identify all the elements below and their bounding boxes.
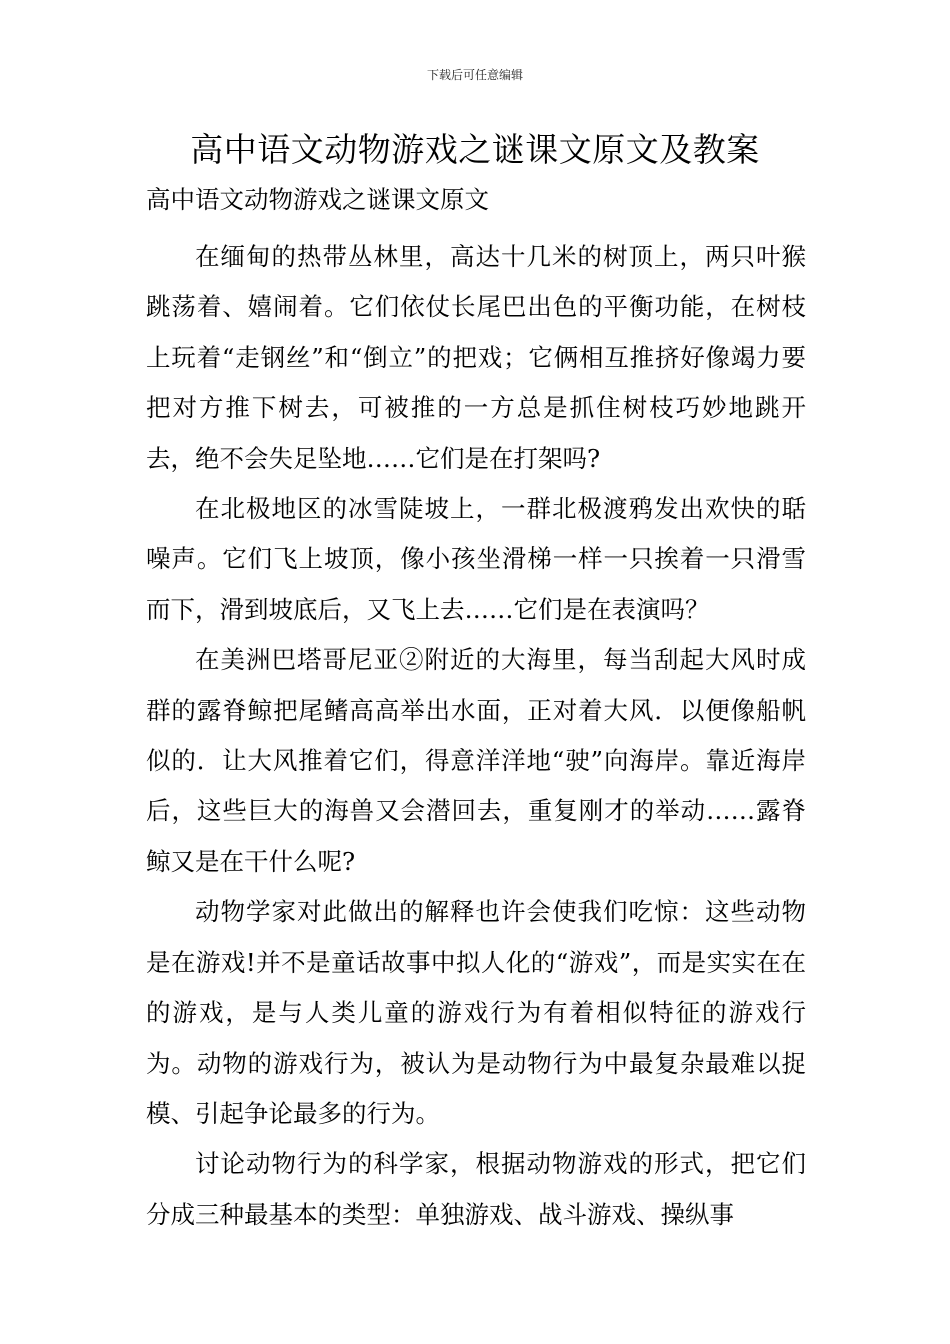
document-title: 高中语文动物游戏之谜课文原文及教案: [190, 130, 760, 169]
document-body: [146, 182, 806, 1240]
paragraph-4: 动物学家对此做出的解释也许会使我们吃惊：这些动物是在游戏!并不是童话故事中拟人化的“游戏”，而是实实在在的游戏，是与人类儿童的游戏行为有着相似特征的游戏行为。动物的游戏行为，被认为是动物行为中最复杂最难以捉模、引起争论最多的行为。: [146, 897, 806, 1128]
header-note: 下载后可任意编辑: [426, 68, 523, 82]
paragraph-2: 在北极地区的冰雪陡坡上，一群北极渡鸦发出欢快的聒噪声。它们飞上坡顶，像小孩坐滑梯一样一只挨着一只滑雪而下，滑到坡底后，又飞上去……它们是在表演吗？: [146, 494, 806, 624]
section-subtitle: 高中语文动物游戏之谜课文原文: [146, 185, 489, 214]
paragraph-1: 在缅甸的热带丛林里，高达十几米的树顶上，两只叶猴跳荡着、嬉闹着。它们依仗长尾巴出色的平衡功能，在树枝上玩着“走钢丝”和“倒立”的把戏；它俩相互推挤好像竭力要把对方推下树去，可被推的一方总是抓住树枝巧妙地跳开去，绝不会失足坠地……它们是在打架吗?: [146, 242, 806, 473]
paragraph-3: 在美洲巴塔哥尼亚②附近的大海里，每当刮起大风时成群的露脊鲸把尾鳍高高举出水面，正对着大风．以便像船帆似的．让大风推着它们，得意洋洋地“驶”向海岸。靠近海岸后，这些巨大的海兽又会潜回去，重复刚才的举动……露脊鲸又是在干什么呢?: [146, 645, 806, 876]
paragraph-5: 讨论动物行为的科学家，根据动物游戏的形式，把它们分成三种最基本的类型：单独游戏、战斗游戏、操纵事: [146, 1149, 806, 1229]
